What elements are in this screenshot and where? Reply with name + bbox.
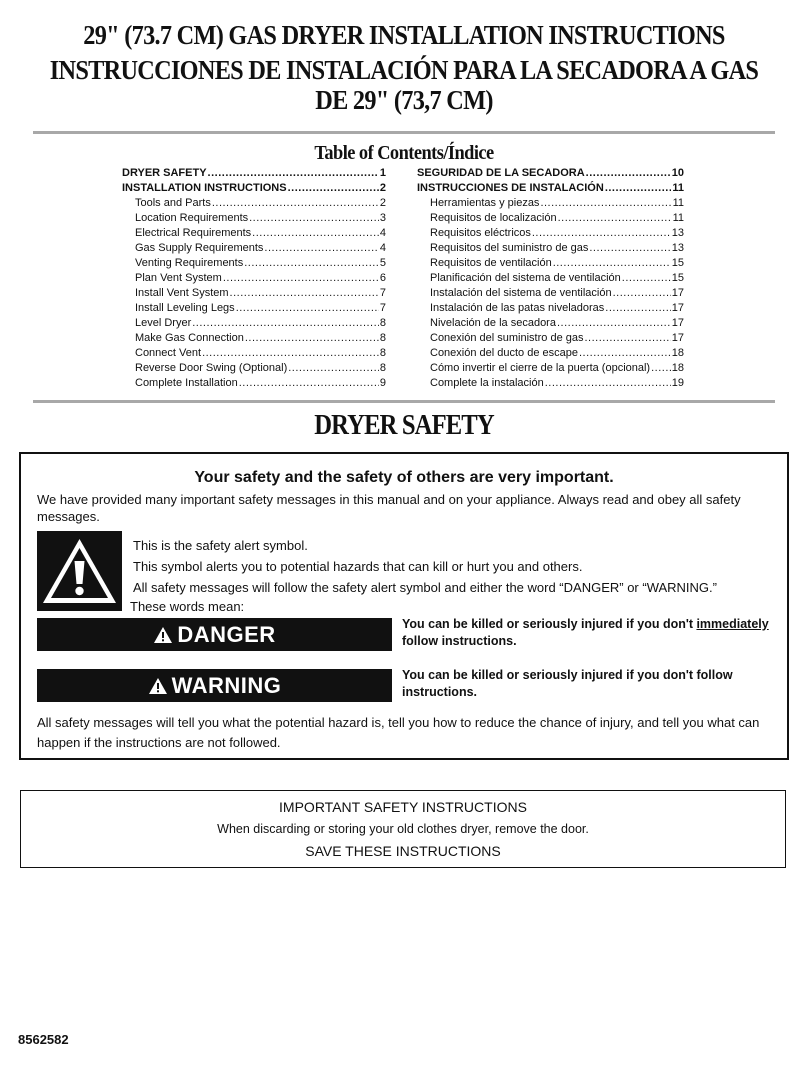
important-instructions-box bbox=[20, 790, 786, 868]
toc-entry bbox=[122, 211, 386, 226]
toc-entry-label: Herramientas y piezas bbox=[430, 197, 540, 209]
toc-entry-page: 19 bbox=[671, 377, 684, 389]
toc-leader-dots bbox=[236, 301, 379, 316]
toc-leader-dots bbox=[264, 241, 378, 256]
toc-entry-page: 2 bbox=[379, 197, 386, 209]
toc-leader-dots bbox=[651, 361, 671, 376]
toc-entry bbox=[417, 376, 684, 391]
toc-entry-label: DRYER SAFETY bbox=[122, 167, 207, 179]
title-line-1: 29" (73.7 CM) GAS DRYER INSTALLATION INSTRUCTIONS bbox=[83, 20, 725, 50]
toc-leader-dots bbox=[202, 346, 379, 361]
toc-entry bbox=[122, 286, 386, 301]
toc-entry-page: 13 bbox=[671, 242, 684, 254]
toc-entry-label: Install Vent System bbox=[135, 287, 229, 299]
toc-entry bbox=[417, 346, 684, 361]
toc-entry-label: Connect Vent bbox=[135, 347, 202, 359]
toc-leader-dots bbox=[557, 316, 671, 331]
toc-entry-page: 2 bbox=[379, 182, 386, 194]
toc-leader-dots bbox=[540, 196, 671, 211]
toc-entry bbox=[417, 301, 684, 316]
toc-entry-page: 11 bbox=[672, 212, 684, 224]
toc-leader-dots bbox=[586, 166, 671, 181]
toc-entry-label: Install Leveling Legs bbox=[135, 302, 235, 314]
toc-leader-dots bbox=[192, 316, 379, 331]
toc-leader-dots bbox=[545, 376, 671, 391]
safety-intro: We have provided many important safety messages in this manual and on your appliance. Always read and obey all safety messages. bbox=[37, 492, 741, 524]
document-number: 8562582 bbox=[18, 1032, 69, 1047]
toc-entry bbox=[122, 241, 386, 256]
toc-entry bbox=[122, 226, 386, 241]
warning-triangle-icon bbox=[148, 677, 168, 695]
title-line-3: DE 29" (73,7 CM) bbox=[315, 85, 493, 115]
toc-leader-dots bbox=[230, 286, 379, 301]
toc-leader-dots bbox=[589, 241, 670, 256]
toc-entry bbox=[122, 256, 386, 271]
toc-entry-page: 8 bbox=[379, 347, 386, 359]
toc-entry-page: 4 bbox=[379, 227, 386, 239]
toc-entry-page: 8 bbox=[379, 362, 386, 374]
toc-entry-label: Plan Vent System bbox=[135, 272, 222, 284]
toc-leader-dots bbox=[605, 181, 672, 196]
toc-leader-dots bbox=[208, 166, 379, 181]
toc-entry-label: Tools and Parts bbox=[135, 197, 211, 209]
alert-line-2: This symbol alerts you to potential hazards that can kill or hurt you and others. bbox=[133, 559, 583, 574]
toc-entry bbox=[417, 211, 684, 226]
warning-signal-bar bbox=[37, 669, 392, 702]
toc-leader-dots bbox=[252, 226, 379, 241]
toc-entry bbox=[417, 226, 684, 241]
danger-description: You can be killed or seriously injured if you don't immediately follow instructions. bbox=[402, 617, 769, 648]
toc-entry bbox=[122, 376, 386, 391]
toc-entry-label: Complete Installation bbox=[135, 377, 238, 389]
toc-leader-dots bbox=[245, 331, 379, 346]
toc-leader-dots bbox=[223, 271, 379, 286]
toc-entry-page: 7 bbox=[379, 287, 386, 299]
section-title: DRYER SAFETY bbox=[314, 410, 494, 441]
toc-entry bbox=[122, 316, 386, 331]
toc-entry-label: SEGURIDAD DE LA SECADORA bbox=[417, 167, 585, 179]
safety-box bbox=[19, 452, 789, 760]
toc-entry-label: Requisitos de ventilación bbox=[430, 257, 552, 269]
toc-entry-label: Conexión del suministro de gas bbox=[430, 332, 584, 344]
toc-entry bbox=[122, 166, 386, 181]
toc-entry-page: 1 bbox=[379, 167, 386, 179]
toc-heading: Table of Contents/Índice bbox=[314, 142, 494, 164]
toc-entry bbox=[122, 301, 386, 316]
toc-entry bbox=[122, 346, 386, 361]
toc-leader-dots bbox=[584, 331, 670, 346]
toc-entry-label: Instalación del sistema de ventilación bbox=[430, 287, 612, 299]
toc-leader-dots bbox=[244, 256, 379, 271]
toc-entry bbox=[122, 361, 386, 376]
title-line-2: INSTRUCCIONES DE INSTALACIÓN PARA LA SECADORA A GAS bbox=[49, 55, 759, 85]
toc-entry-page: 17 bbox=[671, 302, 684, 314]
toc-entry-label: Level Dryer bbox=[135, 317, 192, 329]
toc-entry bbox=[122, 331, 386, 346]
toc-entry-page: 3 bbox=[379, 212, 386, 224]
toc-entry bbox=[417, 331, 684, 346]
toc-entry-label: Reverse Door Swing (Optional) bbox=[135, 362, 288, 374]
toc-leader-dots bbox=[239, 376, 379, 391]
alert-line-1: This is the safety alert symbol. bbox=[133, 538, 308, 553]
toc-entry-label: Location Requirements bbox=[135, 212, 249, 224]
toc-entry bbox=[417, 271, 684, 286]
save-instructions: SAVE THESE INSTRUCTIONS bbox=[305, 843, 501, 859]
toc-entry-label: Planificación del sistema de ventilación bbox=[430, 272, 621, 284]
toc-entry-label: INSTRUCCIONES DE INSTALACIÓN bbox=[417, 182, 604, 194]
toc-leader-dots bbox=[532, 226, 671, 241]
warning-description: You can be killed or seriously injured if you don't follow instructions. bbox=[402, 668, 733, 699]
toc-leader-dots bbox=[558, 211, 672, 226]
danger-signal-bar bbox=[37, 618, 392, 651]
alert-line-3: All safety messages will follow the safety alert symbol and either the word “DANGER” or “WARNING.” bbox=[133, 580, 717, 595]
toc-entry bbox=[417, 196, 684, 211]
warning-triangle-icon bbox=[153, 626, 173, 644]
toc-entry-label: Requisitos eléctricos bbox=[430, 227, 531, 239]
toc-entry-label: Gas Supply Requirements bbox=[135, 242, 264, 254]
toc-entry-page: 8 bbox=[379, 317, 386, 329]
toc-entry-page: 17 bbox=[671, 287, 684, 299]
toc-entry-page: 10 bbox=[671, 167, 684, 179]
toc-entry-page: 15 bbox=[671, 272, 684, 284]
toc-entry-page: 18 bbox=[671, 347, 684, 359]
safety-outro: All safety messages will tell you what the potential hazard is, tell you how to reduce the chance of injury, and tell you what can happen if the instructions are not followed. bbox=[37, 715, 760, 750]
warning-label: WARNING bbox=[171, 672, 282, 698]
alert-line-4: These words mean: bbox=[130, 599, 245, 614]
safety-headline: Your safety and the safety of others are very important. bbox=[194, 469, 614, 486]
toc-entry bbox=[417, 241, 684, 256]
important-title: IMPORTANT SAFETY INSTRUCTIONS bbox=[279, 799, 527, 815]
toc-entry bbox=[122, 271, 386, 286]
toc-leader-dots bbox=[288, 361, 379, 376]
toc-entry-label: Instalación de las patas niveladoras bbox=[430, 302, 605, 314]
toc-entry-page: 7 bbox=[379, 302, 386, 314]
toc-leader-dots bbox=[553, 256, 671, 271]
toc-entry-label: Venting Requirements bbox=[135, 257, 244, 269]
toc-entry-label: Cómo invertir el cierre de la puerta (opcional) bbox=[430, 362, 651, 374]
toc-entry-label: Requisitos de localización bbox=[430, 212, 557, 224]
toc-entry bbox=[417, 286, 684, 301]
toc-entry bbox=[417, 166, 684, 181]
safety-alert-icon bbox=[37, 531, 122, 611]
toc-entry-page: 5 bbox=[379, 257, 386, 269]
toc-entry-page: 18 bbox=[671, 362, 684, 374]
toc-leader-dots bbox=[579, 346, 671, 361]
toc-entry bbox=[122, 181, 386, 196]
toc-entry-page: 11 bbox=[672, 197, 684, 209]
toc-entry-page: 9 bbox=[379, 377, 386, 389]
toc-entry-page: 4 bbox=[379, 242, 386, 254]
toc-entry bbox=[417, 256, 684, 271]
toc-entry-label: Conexión del ducto de escape bbox=[430, 347, 578, 359]
toc-leader-dots bbox=[613, 286, 671, 301]
toc-leader-dots bbox=[212, 196, 379, 211]
alert-explanation bbox=[130, 535, 773, 615]
important-body: When discarding or storing your old clothes dryer, remove the door. bbox=[217, 822, 589, 836]
toc-entry bbox=[122, 196, 386, 211]
toc-entry-label: Make Gas Connection bbox=[135, 332, 244, 344]
toc-entry-label: INSTALLATION INSTRUCTIONS bbox=[122, 182, 287, 194]
toc-entry-page: 15 bbox=[671, 257, 684, 269]
toc-leader-dots bbox=[605, 301, 670, 316]
danger-label: DANGER bbox=[177, 621, 276, 647]
toc-entry-label: Requisitos del suministro de gas bbox=[430, 242, 589, 254]
toc-entry-page: 17 bbox=[671, 317, 684, 329]
toc-entry-label: Complete la instalación bbox=[430, 377, 544, 389]
toc-entry bbox=[417, 361, 684, 376]
toc-leader-dots bbox=[249, 211, 379, 226]
toc-entry-page: 13 bbox=[671, 227, 684, 239]
toc-entry-page: 11 bbox=[672, 182, 684, 194]
toc-leader-dots bbox=[288, 181, 379, 196]
toc-spanish-column bbox=[417, 166, 684, 391]
toc-entry bbox=[417, 316, 684, 331]
divider-top bbox=[33, 131, 775, 134]
toc-entry-page: 17 bbox=[671, 332, 684, 344]
toc-entry-page: 8 bbox=[379, 332, 386, 344]
toc-entry-label: Nivelación de la secadora bbox=[430, 317, 556, 329]
toc-entry-label: Electrical Requirements bbox=[135, 227, 252, 239]
divider-bottom bbox=[33, 400, 775, 403]
toc-entry-page: 6 bbox=[379, 272, 386, 284]
toc-entry bbox=[417, 181, 684, 196]
toc-leader-dots bbox=[622, 271, 671, 286]
toc-english-column bbox=[122, 166, 386, 391]
